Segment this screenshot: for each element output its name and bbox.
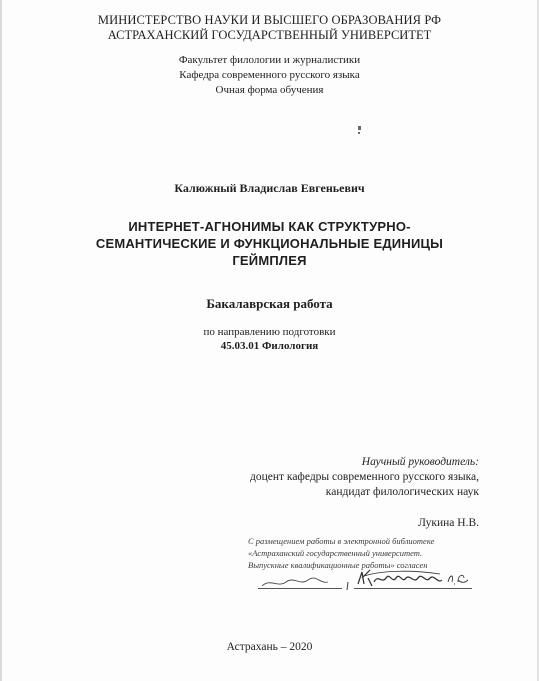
- direction-label: по направлению подготовки: [203, 326, 336, 338]
- supervisor-label: Научный руководитель:: [361, 456, 479, 468]
- thesis-title-line: ИНТЕРНЕТ-АГНОНИМЫ КАК СТРУКТУРНО-: [128, 219, 411, 234]
- study-form-line: Очная форма обучения: [215, 84, 324, 96]
- university-heading: АСТРАХАНСКИЙ ГОСУДАРСТВЕННЫЙ УНИВЕРСИТЕТ: [107, 28, 432, 42]
- supervisor-degree: кандидат филологических наук: [325, 486, 479, 498]
- signature-row: [258, 572, 473, 592]
- faculty-line: Факультет филологии и журналистики: [178, 54, 361, 66]
- scan-speck: [358, 132, 360, 134]
- thesis-title-line: СЕМАНТИЧЕСКИЕ И ФУНКЦИОНАЛЬНЫЕ ЕДИНИЦЫ: [95, 236, 444, 251]
- supervisor-position: доцент кафедры современного русского языка,: [250, 471, 479, 483]
- scan-speck: [358, 126, 361, 130]
- separator-comma-mark: [344, 576, 352, 592]
- consent-stamp-line: Выпускные квалификационные работы» согласен: [248, 560, 428, 570]
- consent-stamp-line: «Астраханский государственный университет.: [248, 548, 423, 558]
- consent-stamp-line: С размещением работы в электронной библиотеке: [248, 536, 435, 546]
- author-name: Калюжный Владислав Евгеньевич: [174, 181, 365, 195]
- thesis-title-line: ГЕЙМПЛЕЯ: [232, 253, 307, 268]
- specialty-code: 45.03.01 Филология: [220, 340, 319, 352]
- handwritten-date-mark: [260, 574, 330, 590]
- ministry-heading: МИНИСТЕРСТВО НАУКИ И ВЫСШЕГО ОБРАЗОВАНИЯ РФ: [97, 13, 442, 27]
- supervisor-name: Лукина Н.В.: [418, 517, 479, 529]
- city-year: Астрахань – 2020: [226, 641, 313, 653]
- handwritten-signature: [354, 566, 474, 590]
- chair-line: Кафедра современного русского языка: [179, 69, 360, 81]
- work-type: Бакалаврская работа: [206, 296, 333, 311]
